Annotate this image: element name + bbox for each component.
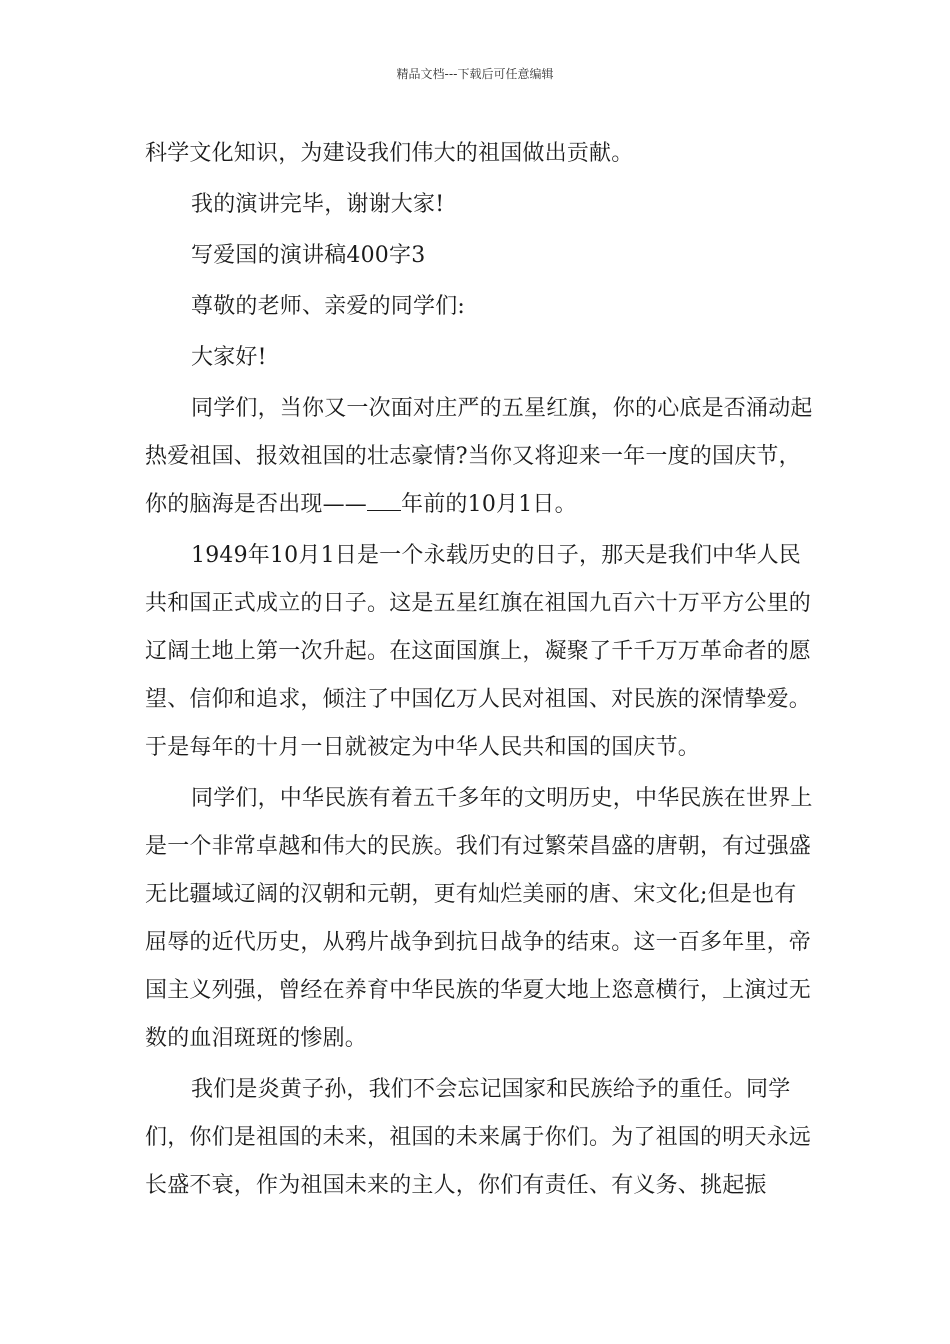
paragraph-responsibility: 我们是炎黄子孙，我们不会忘记国家和民族给予的重任。同学们，你们是祖国的未来，祖国的未来属于你们。为了祖国的明天永远长盛不衰，作为祖国未来的主人，你们有责任、有义务、挑起振 [145, 1077, 812, 1198]
salutation: 尊敬的老师、亲爱的同学们: [191, 294, 466, 319]
document-body [145, 130, 817, 1210]
page-header: 精品文档---下载后可任意编辑 [396, 67, 554, 81]
paragraph-closing: 我的演讲完毕，谢谢大家! [191, 192, 445, 217]
section-title: 写爱国的演讲稿400字3 [191, 243, 426, 268]
paragraph-national-flag-end: 年前的10月1日。 [401, 492, 577, 517]
greeting: 大家好! [191, 345, 267, 370]
paragraph-national-flag-text: 同学们，当你又一次面对庄严的五星红旗，你的心底是否涌动起热爱祖国、报效祖国的壮志豪情?当你又将迎来一年一度的国庆节，你的脑海是否出现—— [145, 396, 813, 517]
paragraph-founding: 1949年10月1日是一个永载历史的日子，那天是我们中华人民共和国正式成立的日子。这是五星红旗在祖国九百六十万平方公里的辽阔土地上第一次升起。在这面国旗上，凝聚了千千万万革命者的愿望、信仰和追求，倾注了中国亿万人民对祖国、对民族的深情挚爱。于是每年的十月一日就被定为中华人民共和国的国庆节。 [145, 543, 812, 760]
fill-in-blank [367, 490, 401, 511]
paragraph-history: 同学们，中华民族有着五千多年的文明历史，中华民族在世界上是一个非常卓越和伟大的民族。我们有过繁荣昌盛的唐朝，有过强盛无比疆域辽阔的汉朝和元朝，更有灿烂美丽的唐、宋文化;但是也有屈辱的近代历史，从鸦片战争到抗日战争的结束。这一百多年里，帝国主义列强，曾经在养育中华民族的华夏大地上恣意横行，上演过无数的血泪斑斑的惨剧。 [145, 786, 813, 1051]
paragraph-continuation: 科学文化知识，为建设我们伟大的祖国做出贡献。 [145, 141, 634, 166]
paragraph-national-flag [145, 385, 817, 529]
